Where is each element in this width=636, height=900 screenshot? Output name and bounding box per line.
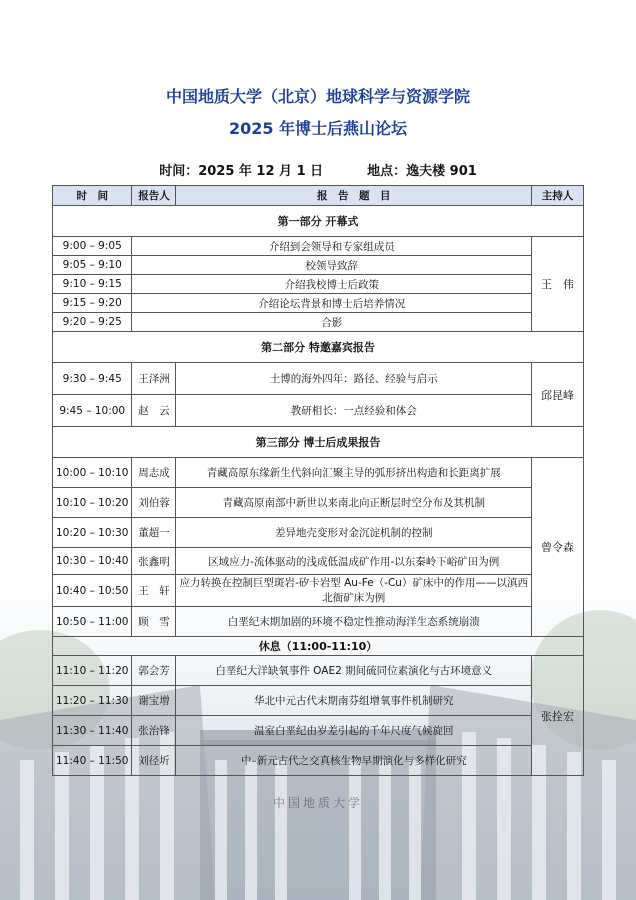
table-row (53, 746, 584, 776)
table-row (53, 488, 584, 518)
table-row (53, 363, 584, 395)
section-row (53, 332, 584, 363)
table-row (53, 395, 584, 427)
topic-cell: 白垩纪末期加剧的环境不稳定性推动海洋生态系统崩溃 (176, 607, 532, 637)
section-title-invited: 第二部分 特邀嘉宾报告 (53, 332, 584, 363)
host-cell: 邱昆峰 (532, 363, 584, 427)
page-title: 中国地质大学（北京）地球科学与资源学院 (165, 87, 470, 106)
host-cell: 曾令森 (532, 458, 584, 637)
table-row (53, 686, 584, 716)
agenda-table (52, 185, 584, 776)
col-header-host: 主持人 (532, 186, 584, 206)
topic-cell: 合影 (132, 313, 532, 332)
table-row (53, 294, 584, 313)
table-row (53, 548, 584, 575)
topic-cell: 介绍我校博士后政策 (132, 275, 532, 294)
time-cell: 9:45 – 10:00 (53, 395, 132, 427)
speaker-cell: 顾 雪 (132, 607, 176, 637)
speaker-cell: 刘径圻 (132, 746, 176, 776)
time-cell: 11:10 – 11:20 (53, 656, 132, 686)
topic-cell: 应力转换在控制巨型斑岩-矽卡岩型 Au-Fe（-Cu）矿床中的作用——以滇西北衙矿床为例 (176, 575, 532, 607)
time-cell: 9:30 – 9:45 (53, 363, 132, 395)
time-cell: 9:15 – 9:20 (53, 294, 132, 313)
time-cell: 10:00 – 10:10 (53, 458, 132, 488)
time-cell: 11:40 – 11:50 (53, 746, 132, 776)
time-cell: 10:20 – 10:30 (53, 518, 132, 548)
col-header-topic: 报 告 题 目 (176, 186, 532, 206)
speaker-cell: 郭会芳 (132, 656, 176, 686)
topic-cell: 差异地壳变形对金沉淀机制的控制 (176, 518, 532, 548)
host-cell: 张拴宏 (532, 656, 584, 776)
topic-cell: 温室白垩纪由岁差引起的千年尺度气候旋回 (176, 716, 532, 746)
time-cell: 9:05 – 9:10 (53, 256, 132, 275)
table-row (53, 607, 584, 637)
table-row (53, 256, 584, 275)
topic-cell: 白垩纪大洋缺氧事件 OAE2 期间硫同位素演化与古环境意义 (176, 656, 532, 686)
topic-cell: 介绍论坛背景和博士后培养情况 (132, 294, 532, 313)
event-info (0, 160, 636, 179)
time-cell: 9:00 – 9:05 (53, 237, 132, 256)
table-row (53, 313, 584, 332)
col-header-speaker: 报告人 (132, 186, 176, 206)
speaker-cell: 张治锋 (132, 716, 176, 746)
time-cell: 9:10 – 9:15 (53, 275, 132, 294)
table-header-row (53, 186, 584, 206)
speaker-cell: 王泽洲 (132, 363, 176, 395)
speaker-cell: 谢宝增 (132, 686, 176, 716)
topic-cell: 教研相长：一点经验和体会 (176, 395, 532, 427)
speaker-cell: 赵 云 (132, 395, 176, 427)
section-row (53, 427, 584, 458)
page-subtitle: 2025 年博士后燕山论坛 (228, 119, 408, 138)
time-cell: 11:20 – 11:30 (53, 686, 132, 716)
speaker-cell: 张鑫明 (132, 548, 176, 575)
campus-sign: 中国地质大学 (272, 796, 363, 810)
section-title-results: 第三部分 博士后成果报告 (53, 427, 584, 458)
topic-cell: 华北中元古代末期南芬组增氧事件机制研究 (176, 686, 532, 716)
speaker-cell: 王 轩 (132, 575, 176, 607)
event-location: 地点：逸夫楼 901 (367, 164, 477, 179)
topic-cell: 青藏高原南部中新世以来南北向正断层时空分布及其机制 (176, 488, 532, 518)
table-row (53, 458, 584, 488)
table-row (53, 518, 584, 548)
break-label: 休息（11:00-11:10） (53, 637, 584, 656)
time-cell: 10:30 – 10:40 (53, 548, 132, 575)
col-header-time: 时 间 (53, 186, 132, 206)
table-row (53, 275, 584, 294)
host-cell: 王 伟 (532, 237, 584, 332)
time-cell: 11:30 – 11:40 (53, 716, 132, 746)
table-row (53, 575, 584, 607)
event-time: 时间：2025 年 12 月 1 日 (159, 164, 324, 179)
speaker-cell: 刘伯蓉 (132, 488, 176, 518)
topic-cell: 介绍到会领导和专家组成员 (132, 237, 532, 256)
topic-cell: 土博的海外四年：路径、经验与启示 (176, 363, 532, 395)
time-cell: 10:40 – 10:50 (53, 575, 132, 607)
time-cell: 9:20 – 9:25 (53, 313, 132, 332)
break-row (53, 637, 584, 656)
speaker-cell: 周志成 (132, 458, 176, 488)
time-cell: 10:50 – 11:00 (53, 607, 132, 637)
table-row (53, 237, 584, 256)
topic-cell: 区域应力-流体驱动的浅成低温成矿作用-以东秦岭下峪矿田为例 (176, 548, 532, 575)
section-title-opening: 第一部分 开幕式 (53, 206, 584, 237)
topic-cell: 中–新元古代之交真核生物早期演化与多样化研究 (176, 746, 532, 776)
speaker-cell: 董超一 (132, 518, 176, 548)
table-row (53, 656, 584, 686)
topic-cell: 校领导致辞 (132, 256, 532, 275)
time-cell: 10:10 – 10:20 (53, 488, 132, 518)
table-row (53, 716, 584, 746)
topic-cell: 青藏高原东缘新生代斜向汇聚主导的弧形挤出构造和长距离扩展 (176, 458, 532, 488)
section-row (53, 206, 584, 237)
